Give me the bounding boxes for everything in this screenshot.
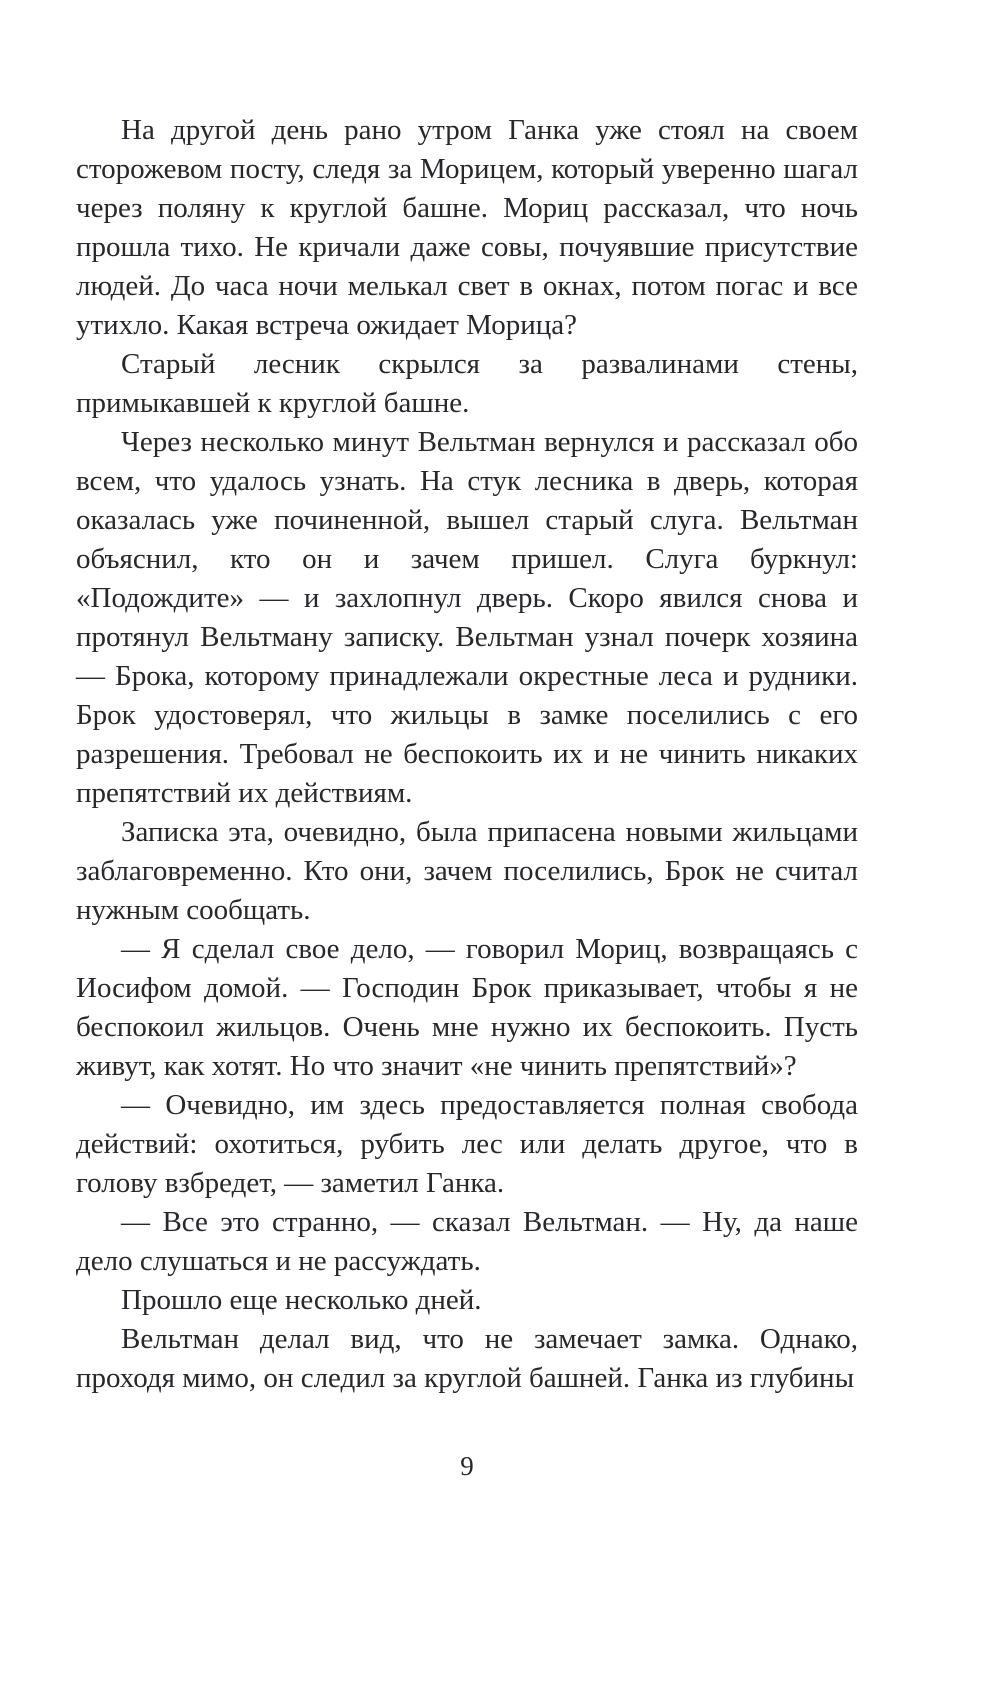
paragraph: Прошло еще несколько дней. [121, 1284, 482, 1316]
paragraph: На другой день рано утром Ганка уже стоял на своем сторожевом посту, следя за Морицем, который уверенно шагал через поляну к круглой башне. Мориц рассказал, что ночь прошла тихо. Не кричали даже совы, почуявшие присутствие людей. До часа ночи мелькал свет в окнах, потом погас и все утихло. Какая встреча ожидает Морица? [76, 114, 858, 341]
paragraph: — Я сделал свое дело, — говорил Мориц, возвращаясь с Иосифом домой. — Господин Брок приказывает, чтобы я не беспокоил жильцов. Очень мне нужно их беспокоить. Пусть живут, как хотят. Но что значит «не чинить препятствий»? [76, 933, 858, 1082]
page-number: 9 [460, 1451, 474, 1481]
paragraph: — Все это странно, — сказал Вельтман. — Ну, да наше дело слушаться и не рассуждать. [76, 1206, 858, 1277]
paragraph: Через несколько минут Вельтман вернулся и рассказал обо всем, что удалось узнать. На стук лесника в дверь, которая оказалась уже починенной, вышел старый слуга. Вельтман объяснил, кто он и зачем пришел. Слуга буркнул: «Подождите» — и захлопнул дверь. Скоро явился снова и протянул Вельтману записку. Вельтман узнал почерк хозяина — Брока, которому принадлежали окрестные леса и рудники. Брок удостоверял, что жильцы в замке поселились с его разрешения. Требовал не беспокоить их и не чинить никаких препятствий их действиям. [76, 426, 858, 809]
paragraph: Старый лесник скрылся за развалинами стены, примыкавшей к круглой башне. [76, 348, 858, 419]
page-text-block [76, 111, 858, 1398]
paragraph: Записка эта, очевидно, была припасена новыми жильцами заблаговременно. Кто они, зачем поселились, Брок не считал нужным сообщать. [76, 816, 858, 926]
paragraph: Вельтман делал вид, что не замечает замка. Однако, проходя мимо, он следил за круглой башней. Ганка из глубины [76, 1323, 858, 1394]
paragraph: — Очевидно, им здесь предоставляется полная свобода действий: охотиться, рубить лес или делать другое, что в голову взбредет, — заметил Ганка. [76, 1089, 858, 1199]
